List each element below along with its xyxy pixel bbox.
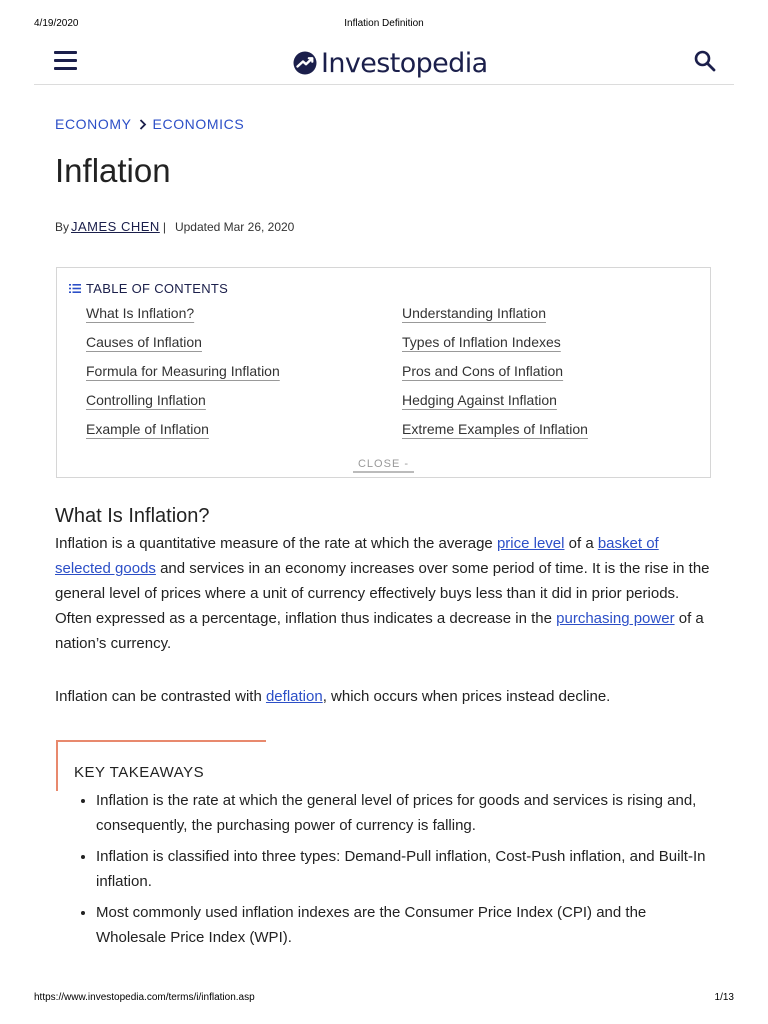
byline-prefix: By bbox=[55, 219, 70, 234]
text-run: of a bbox=[564, 535, 598, 552]
hamburger-icon[interactable] bbox=[54, 51, 78, 71]
toc-header bbox=[69, 281, 228, 296]
toc-link[interactable]: Understanding Inflation bbox=[402, 305, 546, 321]
text-run: and services in an economy increases over some period of time. It is the rise in the general level of prices where a unit of currency effectively buys less than it did in prior periods. Often expressed as a percentage, inflation thus indicates a decrease in the bbox=[55, 560, 710, 627]
toc-link[interactable]: Types of Inflation Indexes bbox=[402, 334, 561, 350]
page-number: 1/13 bbox=[714, 992, 734, 1003]
table-of-contents bbox=[56, 267, 711, 478]
text-run: Inflation can be contrasted with bbox=[55, 688, 266, 705]
logo-text: Investopedia bbox=[321, 47, 488, 79]
print-url: https://www.investopedia.com/terms/i/inflation.asp bbox=[34, 992, 255, 1003]
takeaways-accent-rule bbox=[56, 740, 266, 742]
byline bbox=[55, 219, 294, 234]
byline-separator: | bbox=[162, 219, 166, 234]
takeaway-item: • Inflation is the rate at which the general level of prices for goods and services is rising and, consequently, the purchasing power of currency is falling. bbox=[96, 788, 716, 838]
page-title: Inflation bbox=[55, 152, 171, 189]
takeaways-accent-side bbox=[56, 740, 58, 791]
takeaways-title: KEY TAKEAWAYS bbox=[74, 764, 205, 781]
text-run: of a nation’s currency. bbox=[55, 610, 704, 652]
toc-title: TABLE OF CONTENTS bbox=[86, 281, 229, 296]
text-run: , which occurs when prices instead decline. bbox=[322, 688, 611, 705]
toc-link[interactable]: Hedging Against Inflation bbox=[402, 392, 557, 408]
toc-link[interactable]: Extreme Examples of Inflation bbox=[402, 421, 588, 437]
print-document-title: Inflation Definition bbox=[344, 18, 424, 29]
toc-close-button[interactable]: CLOSE - bbox=[353, 458, 414, 473]
author-link[interactable]: JAMES CHEN bbox=[71, 219, 160, 234]
toc-link[interactable]: Pros and Cons of Inflation bbox=[402, 363, 564, 379]
breadcrumb-economy[interactable]: ECONOMY bbox=[55, 116, 132, 132]
toc-link[interactable]: Causes of Inflation bbox=[86, 334, 202, 350]
text-run: Inflation is a quantitative measure of the rate at which the average bbox=[55, 535, 497, 552]
toc-link[interactable]: Example of Inflation bbox=[86, 421, 209, 437]
print-date: 4/19/2020 bbox=[34, 18, 79, 29]
breadcrumb-economics[interactable]: ECONOMICS bbox=[152, 116, 245, 132]
link-price-level[interactable]: price level bbox=[496, 535, 565, 552]
updated-date: Updated Mar 26, 2020 bbox=[174, 219, 295, 234]
takeaway-item: • Inflation is classified into three types: Demand-Pull inflation, Cost-Push inflation, and Built-In inflation. bbox=[96, 844, 716, 894]
toc-link[interactable]: Formula for Measuring Inflation bbox=[86, 363, 280, 379]
section-heading: What Is Inflation? bbox=[55, 505, 210, 527]
takeaways-list bbox=[96, 788, 716, 956]
takeaway-item: • Most commonly used inflation indexes are the Consumer Price Index (CPI) and the Wholesale Price Index (WPI). bbox=[96, 900, 716, 950]
link-basket-of-goods[interactable]: basket of selected goods bbox=[55, 535, 659, 577]
breadcrumb bbox=[55, 116, 244, 132]
chevron-right-icon bbox=[139, 119, 147, 130]
search-icon[interactable] bbox=[694, 50, 716, 72]
site-header bbox=[34, 40, 734, 85]
toc-link[interactable]: Controlling Inflation bbox=[86, 392, 206, 408]
list-icon bbox=[69, 283, 81, 294]
site-logo[interactable] bbox=[293, 45, 488, 81]
link-deflation[interactable]: deflation bbox=[265, 688, 323, 705]
link-purchasing-power[interactable]: purchasing power bbox=[556, 610, 675, 627]
paragraph-deflation bbox=[55, 684, 715, 709]
paragraph-definition bbox=[55, 531, 715, 656]
toc-link[interactable]: What Is Inflation? bbox=[86, 305, 195, 321]
investopedia-logo-mark-icon bbox=[293, 51, 317, 75]
